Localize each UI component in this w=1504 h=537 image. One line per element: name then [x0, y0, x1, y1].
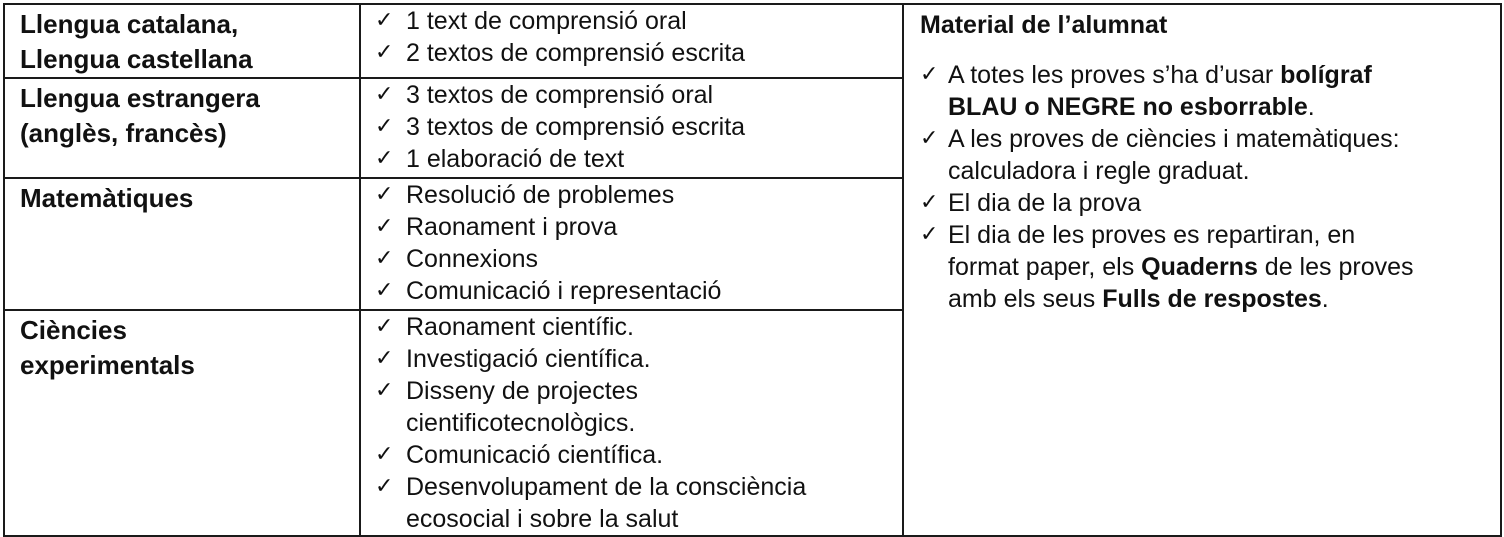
emphasis-text: bolígraf [1280, 61, 1372, 89]
list-item-text: 3 textos de comprensió oral [406, 81, 714, 109]
emphasis-text: BLAU o NEGRE no esborrable [948, 93, 1308, 121]
check-icon: ✓ [375, 314, 394, 339]
subject-name [5, 179, 359, 216]
list-item [375, 275, 902, 307]
check-icon: ✓ [920, 126, 939, 151]
subject-name-line: Llengua catalana, [20, 9, 239, 39]
list-item-text: cientificotecnològics. [406, 409, 636, 437]
material-item [920, 59, 1500, 123]
competences-list [361, 179, 902, 307]
list-item-text: Investigació científica. [406, 345, 651, 373]
list-item [375, 143, 902, 175]
assessment-table [3, 3, 1502, 537]
material-item-line [948, 251, 1500, 283]
text-run: . [1307, 93, 1315, 121]
material-item-line [948, 219, 1500, 251]
material-item [920, 187, 1500, 219]
material-item-line [948, 59, 1500, 91]
material-item-line [948, 91, 1500, 123]
list-item [375, 111, 902, 143]
list-item-text: 2 textos de comprensió escrita [406, 39, 746, 67]
competences-list [361, 311, 902, 535]
list-item [375, 471, 902, 535]
subject-name [5, 79, 359, 151]
list-item [375, 243, 902, 275]
subject-name-line: Ciències [20, 315, 127, 345]
list-item-text: Raonament i prova [406, 213, 618, 241]
check-icon: ✓ [375, 346, 394, 371]
competences-cell [360, 4, 903, 78]
list-item [375, 343, 902, 375]
table-row [4, 4, 1501, 78]
subject-cell [4, 78, 360, 178]
text-run: format paper, els [948, 253, 1142, 281]
check-icon: ✓ [375, 474, 394, 499]
list-item-text: 3 textos de comprensió escrita [406, 113, 746, 141]
check-icon: ✓ [375, 182, 394, 207]
check-icon: ✓ [920, 62, 939, 87]
check-icon: ✓ [375, 246, 394, 271]
check-icon: ✓ [375, 114, 394, 139]
emphasis-text: Quaderns [1141, 253, 1258, 281]
list-item-text: Desenvolupament de la consciència [406, 473, 807, 501]
check-icon: ✓ [375, 378, 394, 403]
text-run: A les proves de ciències i matemàtiques: [948, 125, 1400, 153]
subject-cell [4, 310, 360, 536]
check-icon: ✓ [375, 214, 394, 239]
list-item-text: 1 elaboració de text [406, 145, 625, 173]
list-item-text: Raonament científic. [406, 313, 634, 341]
list-item-text: Connexions [406, 245, 539, 273]
subject-cell [4, 4, 360, 78]
check-icon: ✓ [375, 442, 394, 467]
check-icon: ✓ [375, 8, 394, 33]
subject-cell [4, 178, 360, 310]
text-run: El dia de la prova [948, 189, 1142, 217]
text-run: calculadora i regle graduat. [948, 157, 1250, 185]
material-item [920, 123, 1500, 187]
list-item [375, 311, 902, 343]
list-item-text: Comunicació i representació [406, 277, 722, 305]
material-item-line [948, 155, 1500, 187]
subject-name [5, 311, 359, 383]
material-item-line [948, 283, 1500, 315]
subject-name [5, 5, 359, 77]
list-item-text: Resolució de problemes [406, 181, 675, 209]
subject-name-line: experimentals [20, 350, 195, 380]
check-icon: ✓ [375, 40, 394, 65]
list-item [375, 5, 902, 37]
material-list [904, 59, 1500, 315]
list-item [375, 79, 902, 111]
list-item [375, 375, 902, 439]
text-run: amb els seus [948, 285, 1103, 313]
check-icon: ✓ [375, 146, 394, 171]
competences-cell [360, 310, 903, 536]
list-item [375, 179, 902, 211]
subject-name-line: Matemàtiques [20, 183, 194, 213]
list-item [375, 37, 902, 69]
text-run: . [1321, 285, 1329, 313]
check-icon: ✓ [920, 222, 939, 247]
competences-cell [360, 178, 903, 310]
material-item-line [948, 123, 1500, 155]
material-item [920, 219, 1500, 315]
check-icon: ✓ [375, 278, 394, 303]
list-item [375, 211, 902, 243]
competences-list [361, 5, 902, 69]
text-run: de les proves [1257, 253, 1414, 281]
list-item [375, 439, 902, 471]
material-cell [903, 4, 1501, 536]
text-run: A totes les proves s’ha d’usar [948, 61, 1281, 89]
list-item-text: ecosocial i sobre la salut [406, 505, 679, 533]
check-icon: ✓ [375, 82, 394, 107]
emphasis-text: Fulls de respostes [1102, 285, 1322, 313]
material-title: Material de l’alumnat [920, 11, 1168, 39]
subject-name-line: (anglès, francès) [20, 118, 227, 148]
text-run: El dia de les proves es repartiran, en [948, 221, 1356, 249]
competences-cell [360, 78, 903, 178]
list-item-text: 1 text de comprensió oral [406, 7, 687, 35]
check-icon: ✓ [920, 190, 939, 215]
competences-list [361, 79, 902, 175]
subject-name-line: Llengua estrangera [20, 83, 260, 113]
list-item-text: Comunicació científica. [406, 441, 664, 469]
material-item-line [948, 187, 1500, 219]
list-item-text: Disseny de projectes [406, 377, 639, 405]
subject-name-line: Llengua castellana [20, 44, 253, 74]
